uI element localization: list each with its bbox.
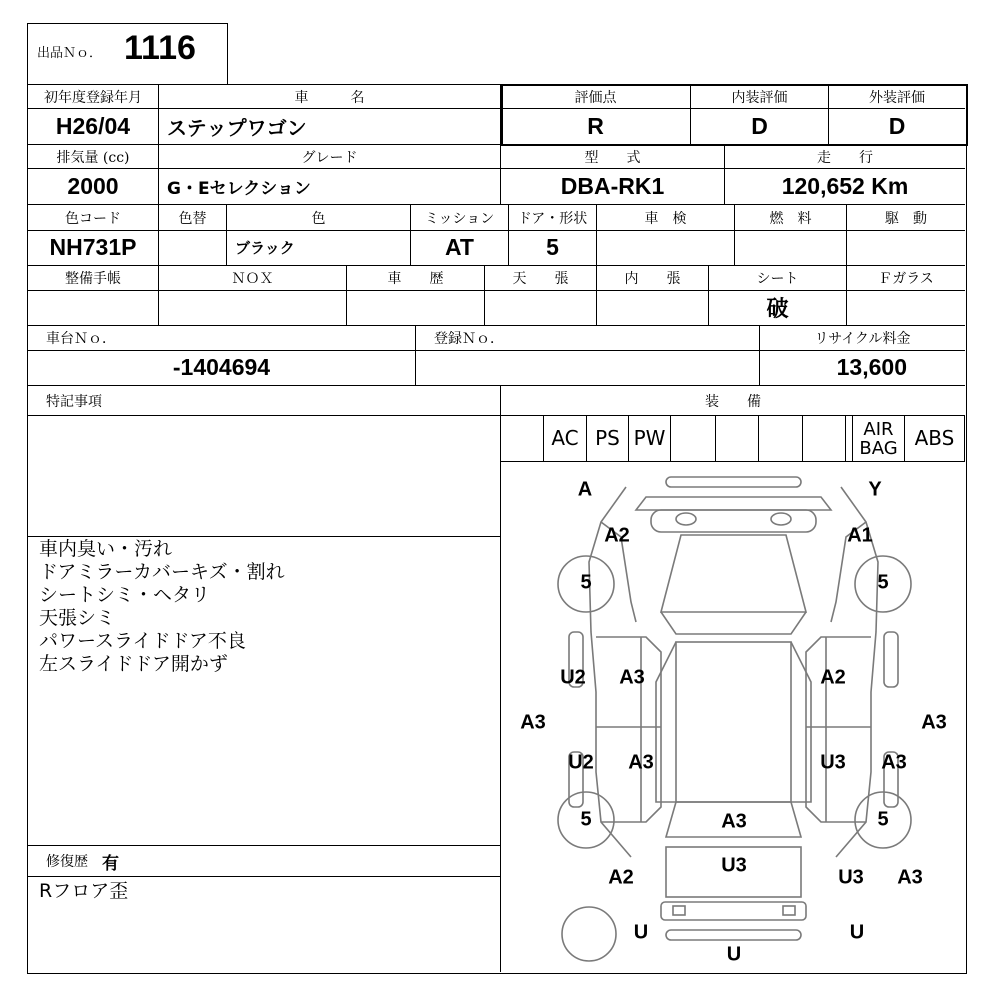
damage-code: A2	[604, 524, 630, 547]
chassis-number-value: -1404694	[172, 354, 271, 380]
equipment-label: 装 備	[705, 393, 761, 410]
note-line: 左スライドドア開かず	[39, 653, 228, 675]
special-notes-list	[39, 538, 494, 676]
equipment-cell: AIR BAG	[853, 416, 905, 461]
equipment-row	[501, 416, 965, 461]
lot-label: 出品Ｎｏ．	[37, 46, 103, 61]
registration-number-label: 登録Ｎｏ．	[434, 331, 504, 347]
equipment-cell	[716, 416, 759, 461]
damage-code: Y	[868, 478, 882, 501]
repair-history-row	[28, 846, 500, 876]
transmission-value: AT	[445, 234, 474, 260]
damage-code: 5	[580, 808, 592, 831]
fuel-label: 燃 料	[769, 210, 812, 227]
interior-grade-value: D	[751, 112, 768, 139]
vehicle-history-label: 車 歴	[387, 271, 444, 287]
model-code-value: DBA-RK1	[560, 172, 665, 199]
exterior-grade-label: 外装評価	[869, 89, 925, 106]
model-code-label: 型 式	[584, 149, 641, 166]
door-shape-value: 5	[546, 234, 559, 260]
damage-code: U	[633, 921, 649, 944]
equipment-cell	[846, 416, 853, 461]
damage-code: 5	[877, 571, 889, 594]
recolor-label: 色替	[178, 210, 207, 227]
damage-code: A3	[881, 751, 907, 774]
damage-code: U2	[568, 751, 594, 774]
front-glass-label: Ｆガラス	[878, 271, 934, 287]
headliner-value	[485, 290, 596, 325]
color-label: 色	[311, 210, 326, 227]
nox-label: ＮＯＸ	[231, 271, 274, 287]
registration-number-value	[416, 350, 759, 385]
displacement-value: 2000	[67, 172, 119, 199]
displacement-label: 排気量 (cc)	[56, 149, 130, 166]
note-line: 天張シミ	[39, 607, 116, 629]
equipment-cell	[501, 416, 544, 461]
interior-grade-label: 内装評価	[731, 89, 788, 106]
inspection-value	[597, 230, 734, 265]
vehicle-history-value	[347, 290, 484, 325]
damage-code: 5	[877, 808, 889, 831]
equipment-cell: PW	[629, 416, 671, 461]
transmission-label: ミッション	[424, 210, 495, 227]
interior-trim-label: 内 張	[624, 271, 681, 287]
grade-value: G・Eセレクション	[167, 178, 311, 199]
front-glass-value	[847, 290, 965, 325]
damage-code: U3	[721, 854, 747, 877]
repair-history-value: 有	[102, 853, 119, 874]
damage-code: A3	[897, 866, 923, 889]
exterior-grade-value: D	[888, 112, 906, 139]
grade-label: グレード	[301, 149, 358, 166]
seat-value: 破	[766, 297, 789, 322]
damage-code: U	[849, 921, 865, 944]
door-shape-label: ドア・形状	[517, 210, 588, 227]
drive-value	[847, 230, 965, 265]
evaluation-score-value: R	[587, 112, 604, 139]
note-line: 車内臭い・汚れ	[39, 538, 173, 560]
inspection-label: 車 検	[644, 210, 687, 227]
equipment-cell	[803, 416, 846, 461]
equipment-cell	[671, 416, 716, 461]
damage-code: U	[726, 943, 742, 966]
equipment-cell	[759, 416, 803, 461]
evaluation-score-label: 評価点	[574, 89, 617, 106]
car-name-value: ステップワゴン	[167, 115, 307, 140]
note-line: パワースライドドア不良	[39, 630, 246, 652]
lot-number-box	[27, 23, 228, 85]
equipment-cell: PS	[587, 416, 629, 461]
repair-history-label: 修復歴	[46, 854, 88, 870]
damage-code: U2	[560, 666, 586, 689]
mileage-value: 120,652 Km	[781, 172, 909, 199]
equipment-cell: ABS	[905, 416, 965, 461]
damage-code: 5	[580, 571, 592, 594]
damage-code: A	[577, 478, 593, 501]
first-registration-label: 初年度登録年月	[44, 89, 142, 106]
special-notes-label: 特記事項	[46, 393, 102, 410]
nox-value	[159, 290, 346, 325]
vehicle-damage-diagram	[501, 462, 965, 972]
seat-label: シート	[756, 271, 799, 287]
chassis-number-label: 車台Ｎｏ．	[46, 331, 116, 347]
maintenance-book-label: 整備手帳	[65, 271, 121, 287]
maintenance-book-value	[28, 290, 158, 325]
note-line: ドアミラーカバーキズ・割れ	[39, 561, 285, 583]
damage-code: A1	[847, 524, 873, 547]
damage-code: A2	[608, 866, 634, 889]
damage-code: A3	[520, 711, 546, 734]
damage-code: U3	[820, 751, 846, 774]
note-line: シートシミ・ヘタリ	[39, 584, 211, 606]
recycle-fee-value: 13,600	[836, 354, 907, 380]
color-value: ブラック	[235, 239, 295, 257]
damage-code: A3	[721, 810, 747, 833]
first-registration-value: H26/04	[55, 112, 131, 139]
damage-code: A3	[921, 711, 947, 734]
recycle-fee-label: リサイクル料金	[814, 331, 911, 347]
drive-label: 駆 動	[885, 210, 927, 227]
damage-code: U3	[838, 866, 864, 889]
interior-trim-value	[597, 290, 708, 325]
lot-number: 1116	[124, 29, 196, 67]
color-code-value: NH731P	[49, 234, 137, 260]
damage-code: A2	[820, 666, 846, 689]
recolor-value	[159, 230, 226, 265]
car-name-label: 車 名	[294, 89, 365, 106]
headliner-label: 天 張	[512, 271, 569, 287]
equipment-cell: AC	[544, 416, 587, 461]
color-code-label: 色コード	[65, 210, 121, 227]
repair-history-detail: Rフロア歪	[39, 880, 129, 902]
damage-code: A3	[619, 666, 645, 689]
fuel-value	[735, 230, 846, 265]
damage-code: A3	[628, 751, 654, 774]
mileage-label: 走 行	[817, 149, 873, 166]
